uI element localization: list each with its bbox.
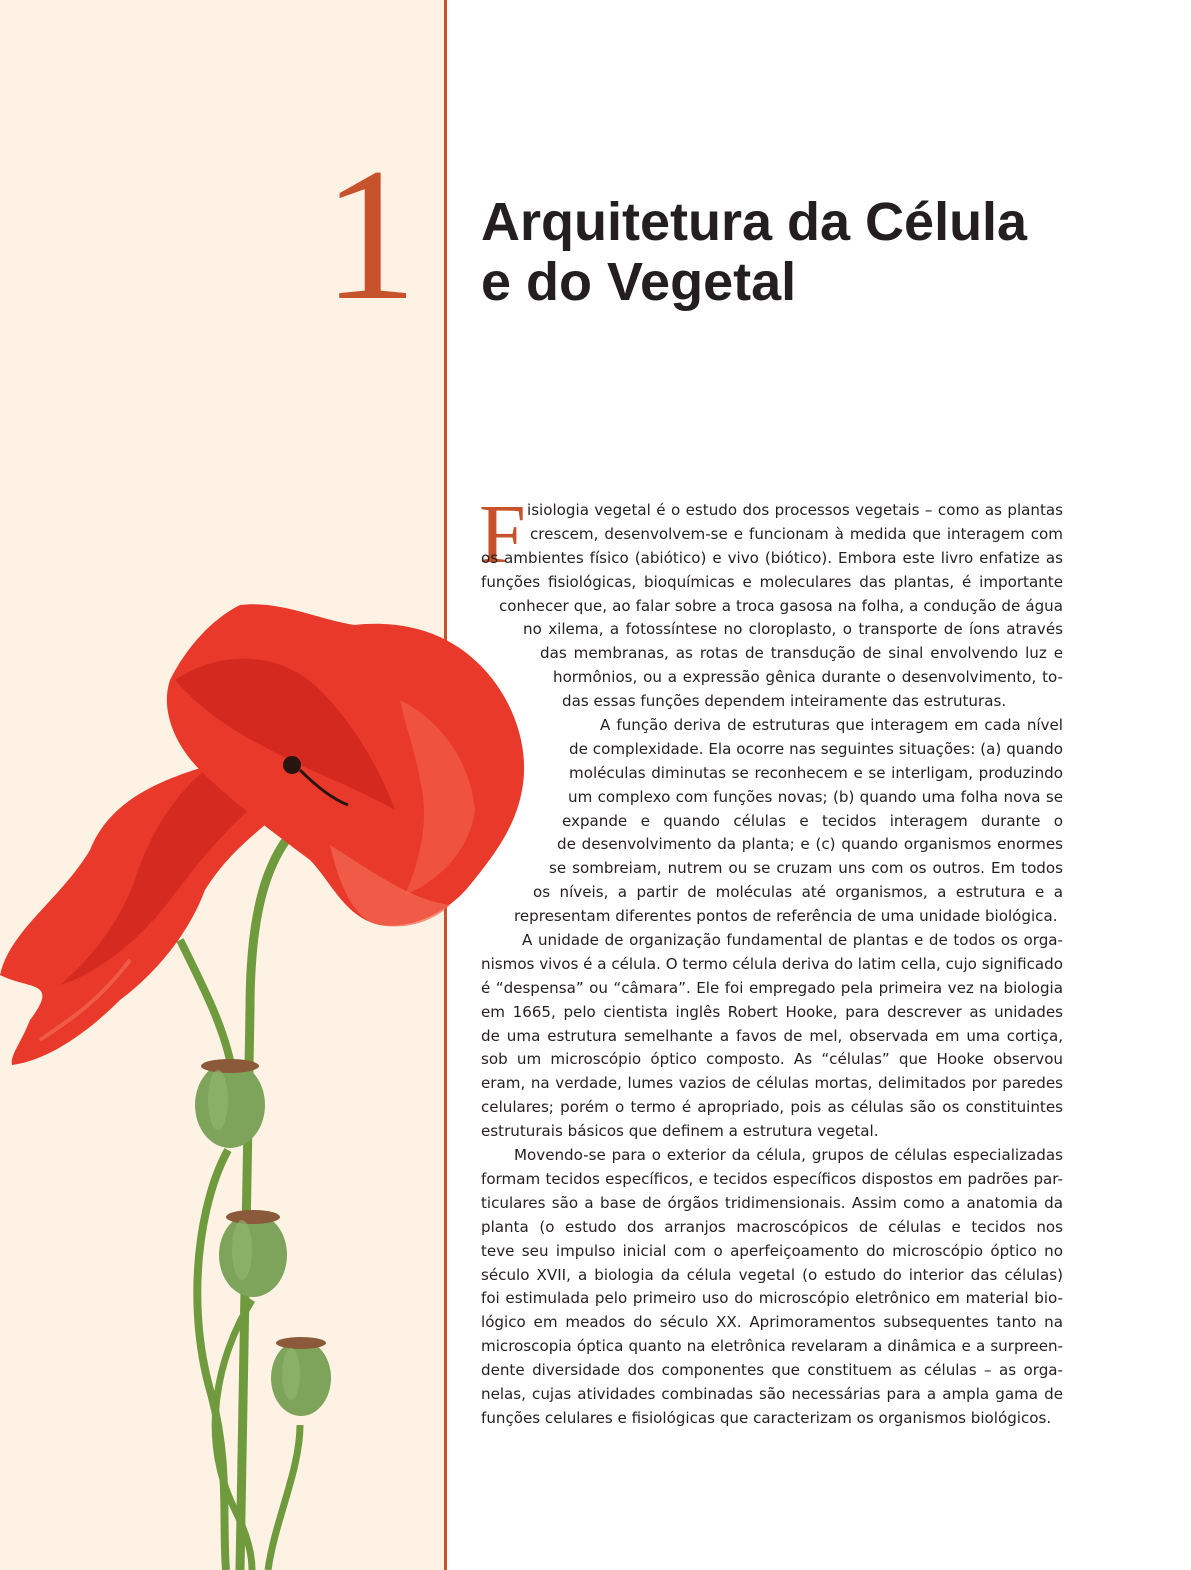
- chapter-title-line-1: Arquitetura da Célula: [481, 192, 1028, 252]
- drop-cap: F: [479, 488, 526, 581]
- text-line: nismos vivos é a célula. O termo célula deriva do latim cella, cujo significado: [481, 954, 1063, 973]
- text-line: no xilema, a fotossíntese no cloroplasto, o transporte de íons através: [523, 620, 1063, 639]
- text-line: século XVII, a biologia da célula vegetal (o estudo do interior das células): [481, 1265, 1063, 1284]
- text-line: hormônios, ou a expressão gênica durante o desenvolvimento, to-: [553, 668, 1063, 687]
- text-line: um complexo com funções novas; (b) quando uma folha nova se: [568, 787, 1063, 806]
- text-line: microscopia óptica quanto na eletrônica revelaram a dinâmica e a surpreen-: [481, 1337, 1063, 1356]
- text-line: nelas, cujas atividades combinadas são necessárias para a ampla gama de: [481, 1384, 1063, 1403]
- text-line: de desenvolvimento da planta; e (c) quando organismos enormes: [557, 835, 1063, 854]
- text-line: representam diferentes pontos de referência de uma unidade biológica.: [514, 907, 1058, 926]
- text-line: planta (o estudo dos arranjos macroscópicos de células e tecidos nos: [481, 1217, 1063, 1236]
- text-line: isiologia vegetal é o estudo dos processos vegetais – como as plantas: [527, 501, 1063, 519]
- text-line: é “despensa” ou “câmara”. Ele foi empregado pela primeira vez na biologia: [481, 978, 1063, 997]
- text-line: expande e quando células e tecidos interagem durante o: [562, 811, 1063, 830]
- text-line: teve seu impulso inicial com o aperfeiçoamento do microscópio óptico no: [481, 1241, 1063, 1260]
- text-line: A função deriva de estruturas que interagem em cada nível: [600, 716, 1063, 735]
- body-text: [0, 499, 1063, 1499]
- text-line: eram, na verdade, lumes vazios de células mortas, delimitados por paredes: [481, 1074, 1063, 1093]
- text-line: de uma estrutura semelhante a favos de mel, observada em uma cortiça,: [481, 1026, 1063, 1045]
- chapter-title: [481, 192, 1141, 312]
- text-line: funções fisiológicas, bioquímicas e moleculares das plantas, é importante: [481, 572, 1063, 591]
- text-line: dente diversidade dos componentes que constituem as células – as orga-: [481, 1361, 1063, 1380]
- text-line: moléculas diminutas se reconhecem e se interligam, produzindo: [569, 763, 1063, 782]
- text-line: em 1665, pelo cientista inglês Robert Hooke, para descrever as unidades: [481, 1002, 1063, 1021]
- text-line: A unidade de organização fundamental de plantas e de todos os orga-: [522, 931, 1063, 950]
- text-line: lógico em meados do século XX. Aprimoramentos subsequentes tanto na: [481, 1313, 1063, 1332]
- text-line: foi estimulada pelo primeiro uso do microscópio eletrônico em material bio-: [481, 1289, 1063, 1308]
- text-line: conhecer que, ao falar sobre a troca gasosa na folha, a condução de água: [499, 596, 1063, 615]
- text-line: Movendo-se para o exterior da célula, grupos de células especializadas: [514, 1146, 1063, 1165]
- text-line: crescem, desenvolvem-se e funcionam à medida que interagem com: [530, 524, 1063, 543]
- text-line: os níveis, a partir de moléculas até organismos, a estrutura e a: [533, 883, 1063, 902]
- text-line: funções celulares e fisiológicas que caracterizam os organismos biológicos.: [481, 1408, 1052, 1427]
- text-line: estruturais básicos que definem a estrutura vegetal.: [481, 1122, 879, 1141]
- text-line: de complexidade. Ela ocorre nas seguintes situações: (a) quando: [569, 739, 1063, 758]
- text-line: os ambientes físico (abiótico) e vivo (biótico). Embora este livro enfatize as: [481, 548, 1063, 567]
- text-line: das membranas, as rotas de transdução de sinal envolvendo luz e: [540, 644, 1063, 663]
- chapter-number: 1: [322, 130, 418, 340]
- text-line: sob um microscópio óptico composto. As “células” que Hooke observou: [481, 1050, 1063, 1069]
- text-line: formam tecidos específicos, e tecidos específicos dispostos em padrões par-: [481, 1169, 1063, 1188]
- chapter-title-line-2: e do Vegetal: [481, 252, 797, 312]
- text-line: ticulares são a base de órgãos tridimensionais. Assim como a anatomia da: [481, 1193, 1063, 1212]
- text-line: se sombreiam, nutrem ou se cruzam uns com os outros. Em todos: [549, 859, 1063, 878]
- text-line: celulares; porém o termo é apropriado, pois as células são os constituintes: [481, 1098, 1063, 1117]
- text-line: das essas funções dependem inteiramente das estruturas.: [562, 692, 1007, 711]
